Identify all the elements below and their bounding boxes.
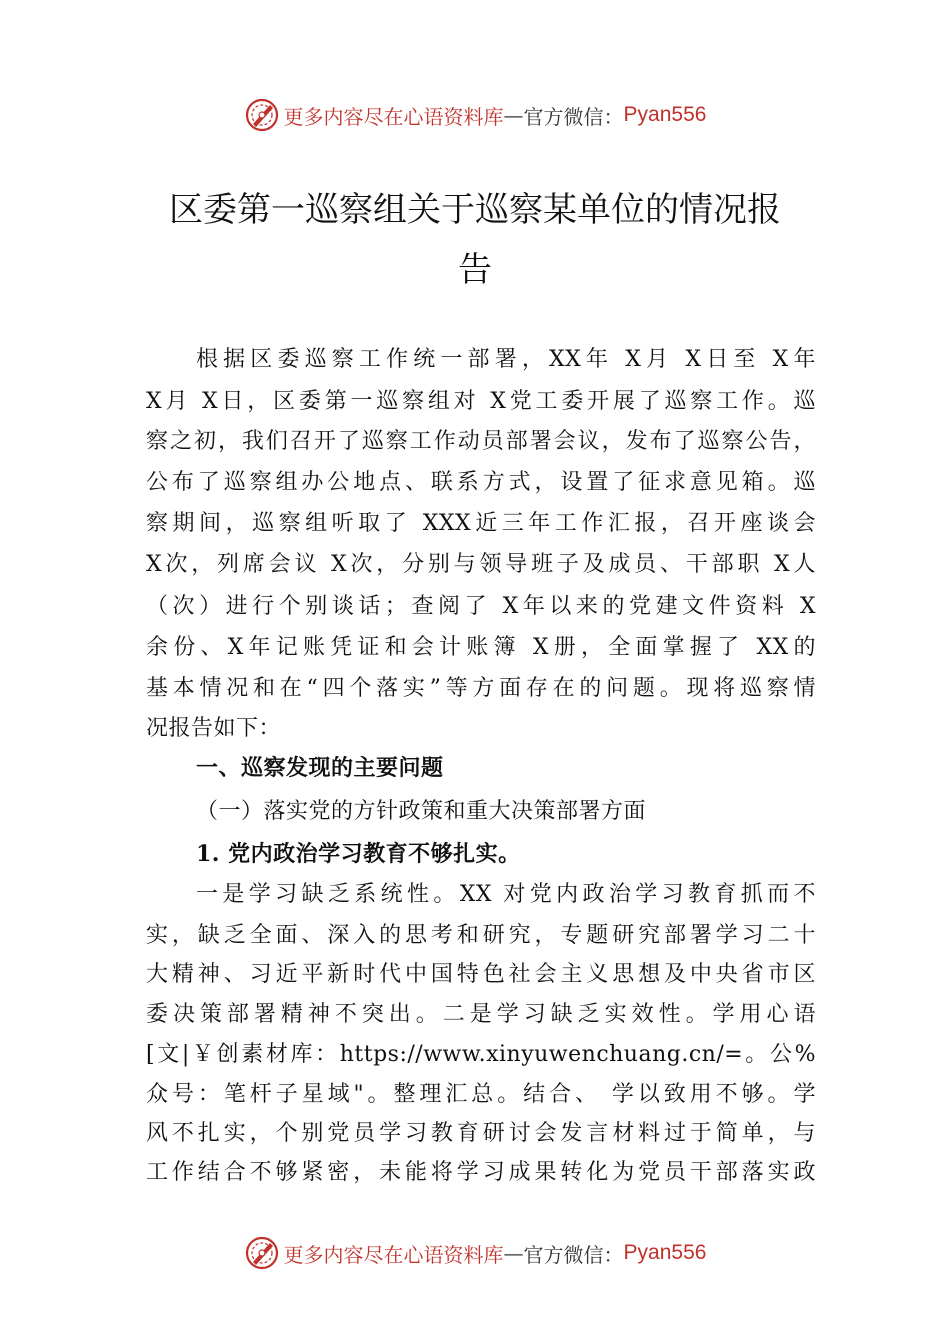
body-line: 况报告如下： [146,716,282,741]
body-line: 一是学习缺乏系统性。XX 对党内政治学习教育抓而不 [196,882,816,907]
body-line: 大精神、习近平新时代中国特色社会主义思想及中央省市区 [146,962,816,987]
body-line: 工作结合不够紧密，未能将学习成果转化为党员干部落实政 [146,1160,816,1185]
body-line: X次，列席会议 X次，分别与领导班子及成员、干部职 X人 [146,552,816,577]
body-line: 根据区委巡察工作统一部署，XX年 X月 X日至 X年 [196,347,816,372]
body-line: （次）进行个别谈话；查阅了 X年以来的党建文件资料 X [146,594,816,619]
body-line: 实，缺乏全面、深入的思考和研究，专题研究部署学习二十 [146,923,816,948]
banner-gray-text: 官方微信： [523,1242,624,1267]
body-line: 众号：笔杆子星域"。整理汇总。结合、 学以致用不够。学 [146,1082,816,1107]
header-banner [0,95,950,135]
footer-banner [0,1233,950,1273]
section-heading: 一、巡察发现的主要问题 [196,756,444,781]
seal-logo-icon [244,1235,280,1271]
body-line: 察期间，巡察组听取了 XXX近三年工作汇报，召开座谈会 [146,511,816,536]
item-heading: 1. 党内政治学习教育不够扎实。 [196,841,521,867]
body-line: 基本情况和在“四个落实”等方面存在的问题。现将巡察情 [146,676,816,701]
body-line: 公布了巡察组办公地点、联系方式，设置了征求意见箱。巡 [146,470,816,495]
body-line: 风不扎实，个别党员学习教育研讨会发言材料过于简单，与 [146,1121,816,1146]
banner-dash: — [503,1241,524,1265]
banner-red-text: 更多内容尽在心语资料库 [283,104,504,129]
banner-red-text: 更多内容尽在心语资料库 [283,1242,504,1267]
body-line: [文|￥创素材库：https://www.xinyuwenchuang.cn/=。公% [146,1042,816,1067]
seal-logo-icon [244,97,280,133]
body-line: 察之初，我们召开了巡察工作动员部署会议，发布了巡察公告， [146,429,816,454]
document-title-line-2: 告 [458,250,492,290]
body-line: X月 X日，区委第一巡察组对 X党工委开展了巡察工作。巡 [146,389,816,414]
banner-dash: — [503,103,524,127]
document-title-line-1: 区委第一巡察组关于巡察某单位的情况报 [169,190,781,230]
body-line: 委决策部署精神不突出。二是学习缺乏实效性。学用心语 [146,1002,816,1027]
subsection-heading: （一）落实党的方针政策和重大决策部署方面 [196,799,647,824]
banner-wechat-id: Pyan556 [623,103,707,126]
body-line: 余份、X年记账凭证和会计账簿 X册，全面掌握了 XX的 [146,635,816,660]
banner-wechat-id: Pyan556 [623,1241,707,1264]
banner-gray-text: 官方微信： [523,104,624,129]
